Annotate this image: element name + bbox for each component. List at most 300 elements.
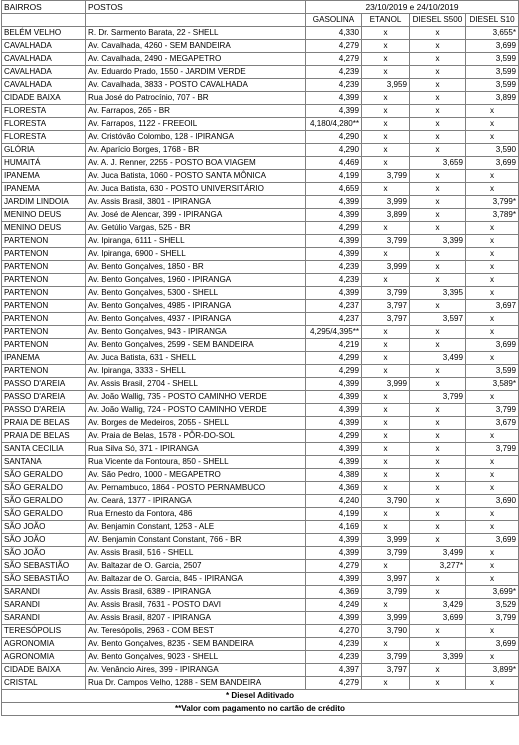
footnote-diesel-aditivado: * Diesel Aditivado xyxy=(2,690,519,703)
diesel-s10-cell: 3,799* xyxy=(466,196,519,209)
diesel-s10-cell: x xyxy=(466,391,519,404)
table-row xyxy=(2,573,519,586)
diesel-s10-cell: 3,799 xyxy=(466,612,519,625)
diesel-s10-cell: x xyxy=(466,625,519,638)
diesel-s500-cell: x xyxy=(410,495,466,508)
bairro-cell: SÃO JOÃO xyxy=(2,534,86,547)
etanol-cell: 3,799 xyxy=(362,547,410,560)
bairro-cell: PASSO D'AREIA xyxy=(2,404,86,417)
diesel-s500-cell: x xyxy=(410,170,466,183)
diesel-s10-cell: x xyxy=(466,508,519,521)
diesel-s500-cell: x xyxy=(410,508,466,521)
etanol-cell: 3,799 xyxy=(362,586,410,599)
bairro-cell: PASSO D'AREIA xyxy=(2,391,86,404)
table-row xyxy=(2,352,519,365)
etanol-cell: 3,790 xyxy=(362,495,410,508)
diesel-s10-header: DIESEL S10 xyxy=(466,14,519,27)
gasolina-cell: 4,237 xyxy=(306,300,362,313)
gasolina-cell: 4,399 xyxy=(306,417,362,430)
table-row xyxy=(2,157,519,170)
gasolina-cell: 4,399 xyxy=(306,92,362,105)
posto-cell: Av. Assis Brasil, 6389 - IPIRANGA xyxy=(86,586,306,599)
etanol-cell: x xyxy=(362,131,410,144)
etanol-cell: 3,999 xyxy=(362,196,410,209)
gasolina-cell: 4,239 xyxy=(306,638,362,651)
table-row xyxy=(2,417,519,430)
diesel-s500-cell: x xyxy=(410,79,466,92)
diesel-s10-cell: 3,690 xyxy=(466,495,519,508)
diesel-s500-cell: 3,659 xyxy=(410,157,466,170)
diesel-s10-cell: x xyxy=(466,560,519,573)
date-header: 23/10/2019 e 24/10/2019 xyxy=(306,1,519,14)
posto-cell: Av. Ipiranga, 3333 - SHELL xyxy=(86,365,306,378)
diesel-s10-cell: 3,599 xyxy=(466,79,519,92)
table-row xyxy=(2,521,519,534)
etanol-cell: x xyxy=(362,118,410,131)
diesel-s500-cell: 3,429 xyxy=(410,599,466,612)
etanol-cell: x xyxy=(362,27,410,40)
table-row xyxy=(2,378,519,391)
diesel-s500-cell: x xyxy=(410,521,466,534)
diesel-s500-cell: x xyxy=(410,482,466,495)
diesel-s10-cell: 3,699* xyxy=(466,586,519,599)
etanol-cell: x xyxy=(362,248,410,261)
posto-cell: Av. Assis Brasil, 7631 - POSTO DAVI xyxy=(86,599,306,612)
posto-cell: R. Dr. Sarmento Barata, 22 - SHELL xyxy=(86,27,306,40)
posto-cell: Av. Juca Batista, 630 - POSTO UNIVERSITÁRIO xyxy=(86,183,306,196)
posto-cell: Av. Assis Brasil, 2704 - SHELL xyxy=(86,378,306,391)
posto-cell: Av. Praia de Belas, 1578 - PÔR-DO-SOL xyxy=(86,430,306,443)
table-row xyxy=(2,326,519,339)
diesel-s10-cell: x xyxy=(466,235,519,248)
posto-cell: Av. Bento Gonçalves, 4985 - IPIRANGA xyxy=(86,300,306,313)
diesel-s500-header: DIESEL S500 xyxy=(410,14,466,27)
diesel-s10-cell: x xyxy=(466,248,519,261)
diesel-s10-cell: 3,697 xyxy=(466,300,519,313)
table-row xyxy=(2,287,519,300)
etanol-cell: x xyxy=(362,352,410,365)
posto-cell: Av. Juca Batista, 1060 - POSTO SANTA MÔNICA xyxy=(86,170,306,183)
header-row-1 xyxy=(2,1,519,14)
etanol-header: ETANOL xyxy=(362,14,410,27)
etanol-cell: 3,997 xyxy=(362,573,410,586)
bairro-cell: SÃO GERALDO xyxy=(2,469,86,482)
table-row xyxy=(2,599,519,612)
diesel-s500-cell: x xyxy=(410,677,466,690)
posto-cell: Av. Pernambuco, 1864 - POSTO PERNAMBUCO xyxy=(86,482,306,495)
posto-cell: Av. Farrapos, 265 - BR xyxy=(86,105,306,118)
gasolina-cell: 4,240 xyxy=(306,495,362,508)
etanol-cell: 3,797 xyxy=(362,300,410,313)
gasolina-cell: 4,399 xyxy=(306,404,362,417)
gasolina-cell: 4,290 xyxy=(306,144,362,157)
etanol-cell: x xyxy=(362,274,410,287)
bairro-cell: TERESÓPOLIS xyxy=(2,625,86,638)
diesel-s10-cell: x xyxy=(466,313,519,326)
gasolina-cell: 4,299 xyxy=(306,222,362,235)
bairro-cell: PRAIA DE BELAS xyxy=(2,430,86,443)
table-row xyxy=(2,469,519,482)
bairro-cell: PARTENON xyxy=(2,326,86,339)
diesel-s10-cell: x xyxy=(466,261,519,274)
posto-cell: Av. Farrapos, 1122 - FREEOIL xyxy=(86,118,306,131)
bairro-cell: AGRONOMIA xyxy=(2,651,86,664)
etanol-cell: x xyxy=(362,144,410,157)
gasolina-cell: 4,299 xyxy=(306,430,362,443)
bairro-cell: PARTENON xyxy=(2,261,86,274)
header-spacer xyxy=(2,14,86,27)
gasolina-cell: 4,299 xyxy=(306,365,362,378)
diesel-s10-cell: 3,799 xyxy=(466,443,519,456)
etanol-cell: 3,790 xyxy=(362,625,410,638)
etanol-cell: x xyxy=(362,40,410,53)
posto-cell: Av. Venâncio Aires, 399 - IPIRANGA xyxy=(86,664,306,677)
diesel-s500-cell: x xyxy=(410,326,466,339)
posto-cell: Av. Cavalhada, 2490 - MEGAPETRO xyxy=(86,53,306,66)
bairro-cell: PRAIA DE BELAS xyxy=(2,417,86,430)
bairro-cell: PARTENON xyxy=(2,235,86,248)
etanol-cell: x xyxy=(362,521,410,534)
posto-cell: Av. Bento Gonçalves, 1850 - BR xyxy=(86,261,306,274)
posto-cell: Av. Bento Gonçalves, 1960 - IPIRANGA xyxy=(86,274,306,287)
posto-cell: Av. Ipiranga, 6111 - SHELL xyxy=(86,235,306,248)
posto-cell: Av. Bento Gonçalves, 9023 - SHELL xyxy=(86,651,306,664)
posto-cell: Rua Vicente da Fontoura, 850 - SHELL xyxy=(86,456,306,469)
posto-cell: Av. Juca Batista, 631 - SHELL xyxy=(86,352,306,365)
etanol-cell: x xyxy=(362,404,410,417)
etanol-cell: x xyxy=(362,417,410,430)
posto-cell: AV. Benjamin Constant Constant, 766 - BR xyxy=(86,534,306,547)
bairro-cell: FLORESTA xyxy=(2,105,86,118)
posto-cell: Av. Teresópolis, 2963 - COM BEST xyxy=(86,625,306,638)
posto-cell: Av. Borges de Medeiros, 2055 - SHELL xyxy=(86,417,306,430)
bairro-cell: SARANDI xyxy=(2,586,86,599)
gasolina-cell: 4,399 xyxy=(306,573,362,586)
table-row xyxy=(2,586,519,599)
header-spacer xyxy=(86,14,306,27)
bairro-cell: PARTENON xyxy=(2,313,86,326)
table-row xyxy=(2,651,519,664)
table-row xyxy=(2,430,519,443)
gasolina-cell: 4,239 xyxy=(306,79,362,92)
bairro-cell: SARANDI xyxy=(2,612,86,625)
bairro-cell: MENINO DEUS xyxy=(2,222,86,235)
gasolina-cell: 4,239 xyxy=(306,261,362,274)
bairro-cell: IPANEMA xyxy=(2,352,86,365)
diesel-s500-cell: x xyxy=(410,456,466,469)
bairro-cell: PARTENON xyxy=(2,274,86,287)
footnote-cartao-credito: **Valor com pagamento no cartão de crédito xyxy=(2,703,519,716)
table-row xyxy=(2,274,519,287)
table-row xyxy=(2,261,519,274)
diesel-s10-cell: 3,589* xyxy=(466,378,519,391)
posto-cell: Av. Bento Gonçalves, 943 - IPIRANGA xyxy=(86,326,306,339)
gasolina-cell: 4,389 xyxy=(306,469,362,482)
table-row xyxy=(2,365,519,378)
diesel-s10-cell: x xyxy=(466,469,519,482)
table-row xyxy=(2,235,519,248)
etanol-cell: 3,899 xyxy=(362,209,410,222)
bairro-cell: SANTA CECILIA xyxy=(2,443,86,456)
gasolina-cell: 4,239 xyxy=(306,651,362,664)
gasolina-cell: 4,279 xyxy=(306,560,362,573)
gasolina-cell: 4,279 xyxy=(306,677,362,690)
gasolina-cell: 4,249 xyxy=(306,599,362,612)
diesel-s500-cell: x xyxy=(410,469,466,482)
bairro-cell: IPANEMA xyxy=(2,170,86,183)
diesel-s10-cell: 3,599 xyxy=(466,53,519,66)
gasolina-cell: 4,239 xyxy=(306,274,362,287)
etanol-cell: 3,999 xyxy=(362,261,410,274)
diesel-s500-cell: x xyxy=(410,144,466,157)
diesel-s500-cell: x xyxy=(410,300,466,313)
diesel-s10-cell: x xyxy=(466,105,519,118)
bairro-cell: SÃO GERALDO xyxy=(2,482,86,495)
bairro-cell: FLORESTA xyxy=(2,118,86,131)
diesel-s500-cell: x xyxy=(410,430,466,443)
diesel-s10-cell: 3,789* xyxy=(466,209,519,222)
table-row xyxy=(2,209,519,222)
posto-cell: Av. João Wallig, 724 - POSTO CAMINHO VERDE xyxy=(86,404,306,417)
footnotes-table xyxy=(1,690,519,716)
gasolina-cell: 4,399 xyxy=(306,378,362,391)
bairro-cell: PARTENON xyxy=(2,300,86,313)
diesel-s500-cell: 3,277* xyxy=(410,560,466,573)
table-row xyxy=(2,508,519,521)
diesel-s10-cell: x xyxy=(466,482,519,495)
table-row xyxy=(2,196,519,209)
etanol-cell: x xyxy=(362,469,410,482)
gasolina-cell: 4,299 xyxy=(306,352,362,365)
gasolina-cell: 4,295/4,395** xyxy=(306,326,362,339)
etanol-cell: x xyxy=(362,638,410,651)
diesel-s500-cell: x xyxy=(410,365,466,378)
table-row xyxy=(2,482,519,495)
posto-cell: Av. Bento Gonçalves, 2599 - SEM BANDEIRA xyxy=(86,339,306,352)
etanol-cell: x xyxy=(362,222,410,235)
diesel-s500-cell: x xyxy=(410,573,466,586)
bairro-cell: IPANEMA xyxy=(2,183,86,196)
gasolina-cell: 4,199 xyxy=(306,170,362,183)
table-row xyxy=(2,105,519,118)
gasolina-cell: 4,279 xyxy=(306,40,362,53)
bairro-cell: JARDIM LINDOIA xyxy=(2,196,86,209)
posto-cell: Av. A. J. Renner, 2255 - POSTO BOA VIAGEM xyxy=(86,157,306,170)
gasolina-cell: 4,369 xyxy=(306,586,362,599)
bairro-cell: BELÉM VELHO xyxy=(2,27,86,40)
bairros-header: BAIRROS xyxy=(2,1,86,14)
bairro-cell: SÃO SEBASTIÃO xyxy=(2,560,86,573)
bairro-cell: CIDADE BAIXA xyxy=(2,92,86,105)
gasolina-cell: 4,659 xyxy=(306,183,362,196)
etanol-cell: x xyxy=(362,183,410,196)
etanol-cell: x xyxy=(362,456,410,469)
diesel-s10-cell: 3,529 xyxy=(466,599,519,612)
diesel-s500-cell: x xyxy=(410,586,466,599)
diesel-s500-cell: x xyxy=(410,638,466,651)
bairro-cell: SANTANA xyxy=(2,456,86,469)
etanol-cell: 3,797 xyxy=(362,313,410,326)
etanol-cell: x xyxy=(362,105,410,118)
diesel-s10-cell: x xyxy=(466,521,519,534)
table-row xyxy=(2,391,519,404)
postos-header: POSTOS xyxy=(86,1,306,14)
table-row xyxy=(2,443,519,456)
gasolina-cell: 4,397 xyxy=(306,664,362,677)
etanol-cell: 3,999 xyxy=(362,534,410,547)
gasolina-cell: 4,290 xyxy=(306,131,362,144)
diesel-s500-cell: x xyxy=(410,417,466,430)
table-row xyxy=(2,547,519,560)
diesel-s10-cell: x xyxy=(466,183,519,196)
gasolina-header: GASOLINA xyxy=(306,14,362,27)
posto-cell: Rua Dr. Campos Velho, 1288 - SEM BANDEIRA xyxy=(86,677,306,690)
table-row xyxy=(2,339,519,352)
diesel-s500-cell: x xyxy=(410,274,466,287)
etanol-cell: x xyxy=(362,508,410,521)
diesel-s500-cell: x xyxy=(410,27,466,40)
table-row xyxy=(2,66,519,79)
bairro-cell: AGRONOMIA xyxy=(2,638,86,651)
etanol-cell: x xyxy=(362,560,410,573)
diesel-s10-cell: 3,699 xyxy=(466,157,519,170)
etanol-cell: x xyxy=(362,430,410,443)
bairro-cell: CRISTAL xyxy=(2,677,86,690)
etanol-cell: x xyxy=(362,157,410,170)
bairro-cell: GLÓRIA xyxy=(2,144,86,157)
diesel-s10-cell: 3,699 xyxy=(466,534,519,547)
bairro-cell: CAVALHADA xyxy=(2,40,86,53)
table-row xyxy=(2,664,519,677)
table-row xyxy=(2,625,519,638)
table-row xyxy=(2,495,519,508)
diesel-s500-cell: x xyxy=(410,183,466,196)
gasolina-cell: 4,169 xyxy=(306,521,362,534)
etanol-cell: x xyxy=(362,326,410,339)
table-row xyxy=(2,534,519,547)
table-row xyxy=(2,313,519,326)
diesel-s10-cell: x xyxy=(466,274,519,287)
table-row xyxy=(2,248,519,261)
diesel-s10-cell: 3,699 xyxy=(466,638,519,651)
diesel-s500-cell: 3,399 xyxy=(410,651,466,664)
posto-cell: Av. Eduardo Prado, 1550 - JARDIM VERDE xyxy=(86,66,306,79)
gasolina-cell: 4,180/4,280** xyxy=(306,118,362,131)
posto-cell: Av. Baltazar de O. Garcia, 2507 xyxy=(86,560,306,573)
posto-cell: Rua Silva Só, 371 - IPIRANGA xyxy=(86,443,306,456)
posto-cell: Av. Cavalhada, 3833 - POSTO CAVALHADA xyxy=(86,79,306,92)
diesel-s500-cell: x xyxy=(410,443,466,456)
diesel-s10-cell: 3,699 xyxy=(466,339,519,352)
table-row xyxy=(2,79,519,92)
posto-cell: Av. Bento Gonçalves, 5300 - SHELL xyxy=(86,287,306,300)
bairro-cell: SÃO JOÃO xyxy=(2,547,86,560)
gasolina-cell: 4,399 xyxy=(306,391,362,404)
diesel-s500-cell: x xyxy=(410,53,466,66)
diesel-s10-cell: 3,599 xyxy=(466,365,519,378)
bairro-cell: SÃO GERALDO xyxy=(2,508,86,521)
etanol-cell: x xyxy=(362,599,410,612)
diesel-s500-cell: x xyxy=(410,625,466,638)
table-row xyxy=(2,144,519,157)
diesel-s10-cell: 3,655* xyxy=(466,27,519,40)
diesel-s10-cell: x xyxy=(466,131,519,144)
diesel-s10-cell: x xyxy=(466,287,519,300)
diesel-s500-cell: x xyxy=(410,404,466,417)
fuel-price-table xyxy=(1,0,519,690)
diesel-s500-cell: x xyxy=(410,40,466,53)
table-row xyxy=(2,27,519,40)
table-row xyxy=(2,300,519,313)
diesel-s10-cell: x xyxy=(466,352,519,365)
bairro-cell: SÃO GERALDO xyxy=(2,495,86,508)
posto-cell: Av. Bento Gonçalves, 4937 - IPIRANGA xyxy=(86,313,306,326)
gasolina-cell: 4,219 xyxy=(306,339,362,352)
diesel-s500-cell: x xyxy=(410,222,466,235)
footnote-row xyxy=(2,703,519,716)
etanol-cell: x xyxy=(362,66,410,79)
table-row xyxy=(2,404,519,417)
gasolina-cell: 4,399 xyxy=(306,248,362,261)
etanol-cell: x xyxy=(362,443,410,456)
gasolina-cell: 4,399 xyxy=(306,209,362,222)
diesel-s10-cell: 3,799 xyxy=(466,404,519,417)
table-row xyxy=(2,170,519,183)
etanol-cell: 3,799 xyxy=(362,651,410,664)
bairro-cell: PARTENON xyxy=(2,339,86,352)
bairro-cell: PARTENON xyxy=(2,248,86,261)
diesel-s10-cell: 3,590 xyxy=(466,144,519,157)
table-row xyxy=(2,612,519,625)
table-row xyxy=(2,92,519,105)
diesel-s10-cell: 3,599 xyxy=(466,66,519,79)
gasolina-cell: 4,399 xyxy=(306,287,362,300)
diesel-s10-cell: x xyxy=(466,677,519,690)
diesel-s500-cell: x xyxy=(410,339,466,352)
bairro-cell: CAVALHADA xyxy=(2,79,86,92)
diesel-s10-cell: 3,699 xyxy=(466,40,519,53)
diesel-s10-cell: x xyxy=(466,326,519,339)
etanol-cell: x xyxy=(362,677,410,690)
diesel-s500-cell: x xyxy=(410,118,466,131)
footnote-row xyxy=(2,690,519,703)
diesel-s10-cell: x xyxy=(466,430,519,443)
diesel-s500-cell: x xyxy=(410,261,466,274)
table-row xyxy=(2,560,519,573)
posto-cell: Av. José de Alencar, 399 - IPIRANGA xyxy=(86,209,306,222)
diesel-s10-cell: x xyxy=(466,170,519,183)
diesel-s10-cell: x xyxy=(466,651,519,664)
gasolina-cell: 4,399 xyxy=(306,547,362,560)
diesel-s500-cell: x xyxy=(410,196,466,209)
gasolina-cell: 4,399 xyxy=(306,534,362,547)
diesel-s500-cell: 3,699 xyxy=(410,612,466,625)
posto-cell: Av. João Wallig, 735 - POSTO CAMINHO VERDE xyxy=(86,391,306,404)
posto-cell: Av. Baltazar de O. Garcia, 845 - IPIRANGA xyxy=(86,573,306,586)
gasolina-cell: 4,399 xyxy=(306,456,362,469)
gasolina-cell: 4,399 xyxy=(306,443,362,456)
diesel-s500-cell: x xyxy=(410,534,466,547)
bairro-cell: CIDADE BAIXA xyxy=(2,664,86,677)
diesel-s500-cell: x xyxy=(410,378,466,391)
posto-cell: Av. Assis Brasil, 3801 - IPIRANGA xyxy=(86,196,306,209)
table-row xyxy=(2,183,519,196)
bairro-cell: PASSO D'AREIA xyxy=(2,378,86,391)
bairro-cell: CAVALHADA xyxy=(2,53,86,66)
bairro-cell: PARTENON xyxy=(2,287,86,300)
diesel-s500-cell: x xyxy=(410,248,466,261)
diesel-s10-cell: x xyxy=(466,222,519,235)
